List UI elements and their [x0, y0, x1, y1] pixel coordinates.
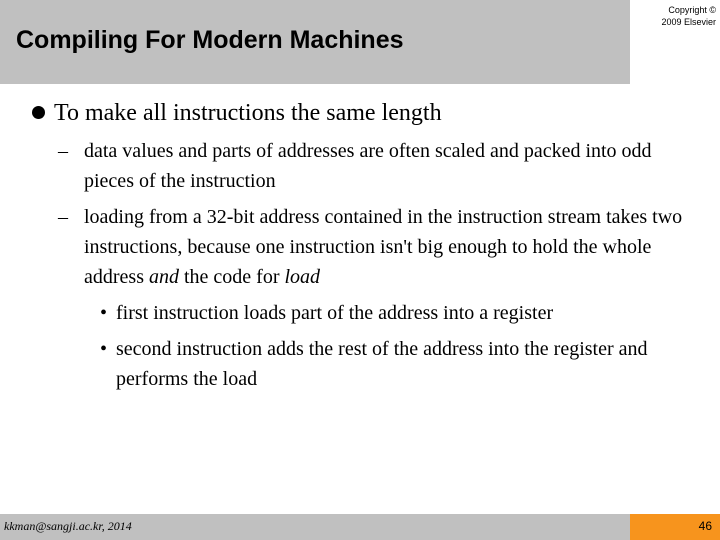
page-number-box	[630, 514, 720, 540]
sub-bullet-2-text-b: the code for	[183, 266, 280, 288]
sub-bullet-1	[32, 136, 692, 196]
footer-email: kkman@sangji.ac.kr, 2014	[4, 519, 132, 533]
bullet-dot-icon	[32, 106, 45, 119]
dot-icon: •	[100, 338, 108, 360]
footer-bar	[0, 514, 630, 540]
sub-bullet-2	[32, 202, 692, 292]
slide-title: Compiling For Modern Machines	[16, 26, 404, 54]
slide-content	[32, 96, 692, 394]
bullet-main-text: To make all instructions the same length	[54, 100, 442, 126]
sub-bullet-1-text: data values and parts of addresses are often scaled and packed into odd pieces of the instruction	[84, 140, 652, 192]
page-number: 46	[698, 519, 712, 533]
sub-bullet-2-load: load	[284, 266, 321, 288]
dash-icon: –	[58, 206, 68, 228]
copyright-line-1: Copyright ©	[668, 5, 716, 15]
sub-bullet-2-and: and	[148, 266, 179, 288]
dash-icon: –	[58, 140, 68, 162]
bullet-main	[32, 96, 692, 130]
sub-sub-bullet-2-text: second instruction adds the rest of the address into the register and performs the load	[116, 338, 648, 390]
sub-sub-bullet-1-text: first instruction loads part of the address into a register	[116, 302, 554, 324]
title-bar	[0, 0, 630, 84]
sub-sub-bullet-2	[32, 334, 692, 394]
sub-sub-bullet-1	[32, 298, 692, 328]
copyright-notice	[636, 4, 716, 28]
sub-bullet-2-text-a: loading from a 32-bit address contained in the instruction stream takes two instructions, because one instruction isn't big enough to hold the whole address	[84, 206, 683, 288]
copyright-line-2: 2009 Elsevier	[661, 17, 716, 27]
dot-icon: •	[100, 302, 108, 324]
